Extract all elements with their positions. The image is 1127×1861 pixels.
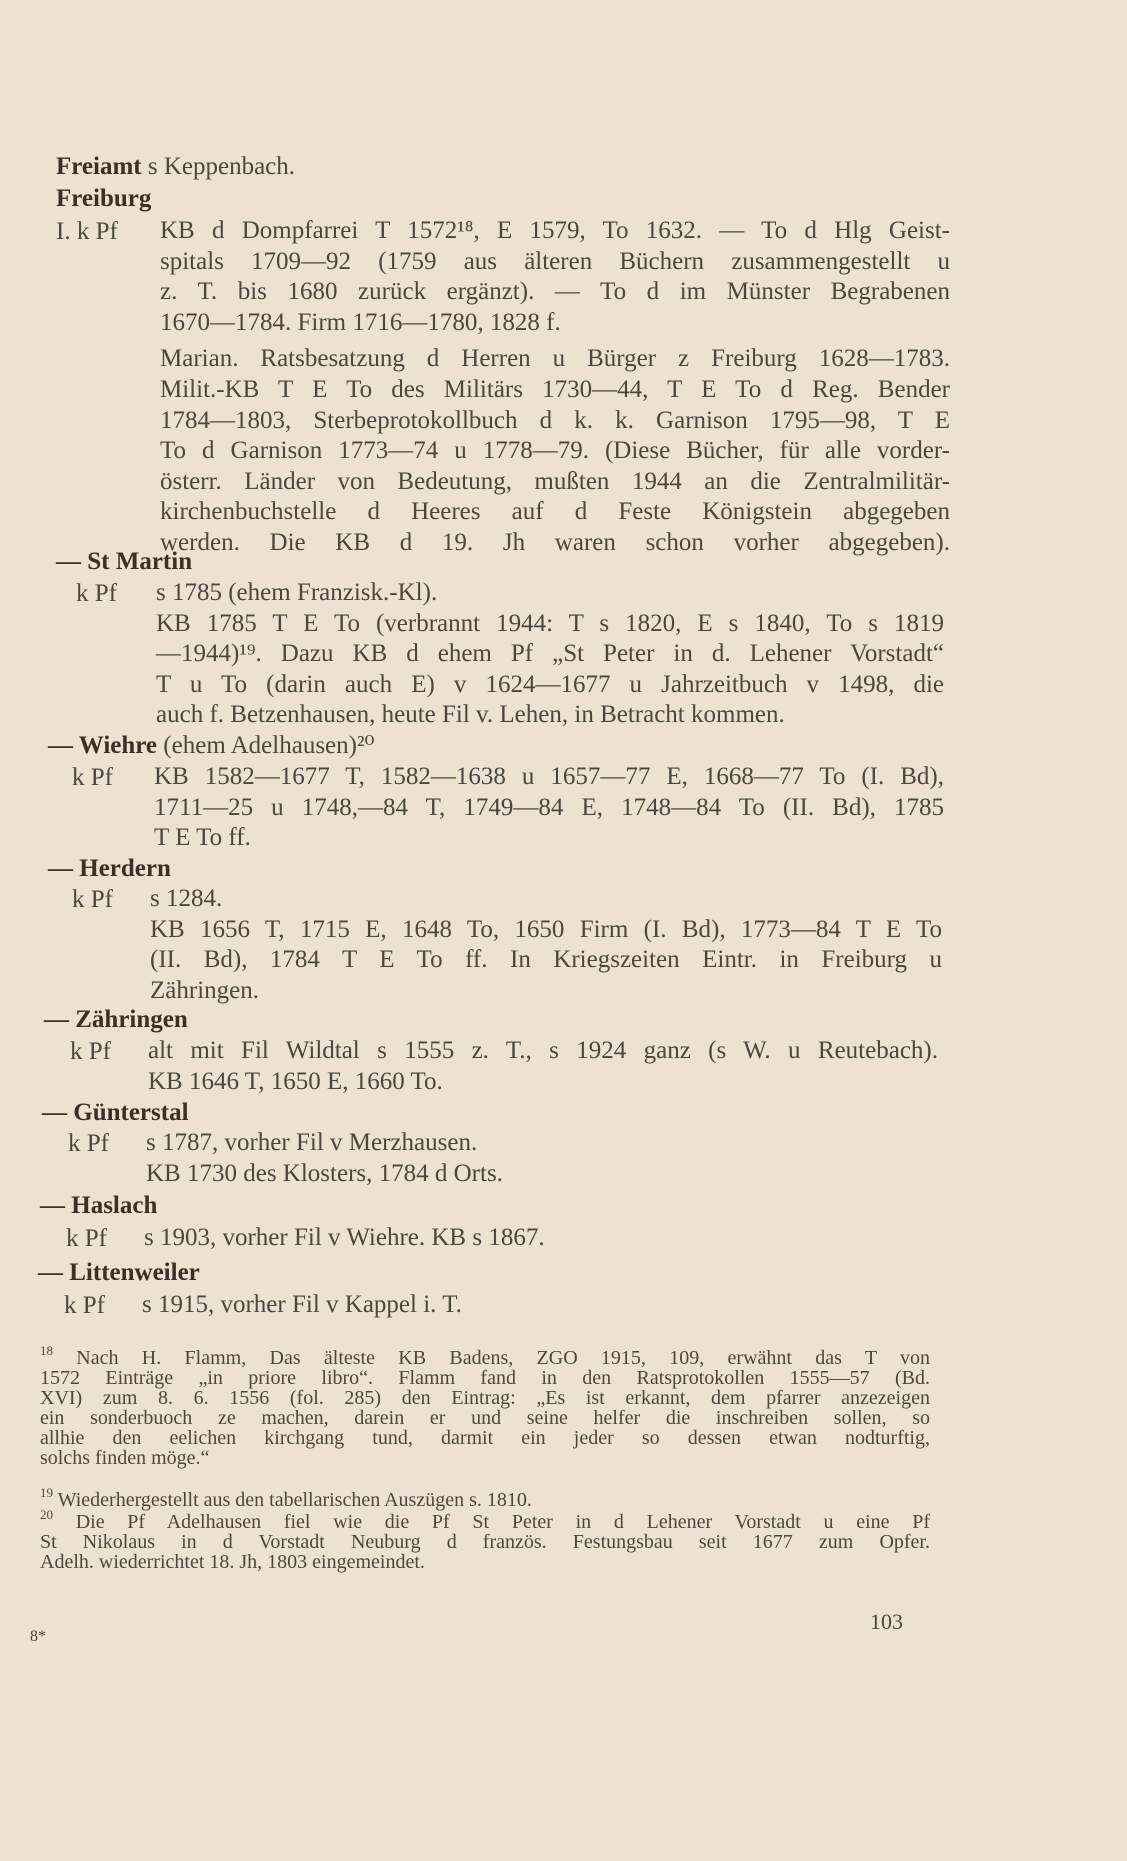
entry-label: k Pf (72, 886, 113, 913)
text-line: 1784—1803, Sterbeprotokollbuch d k. k. Garnison 1795—98, T E (160, 406, 950, 434)
entry-label: k Pf (70, 1038, 111, 1065)
footnote-mark: 19 (40, 1485, 53, 1500)
footnote-line: St Nikolaus in d Vorstadt Neuburg d französ. Festungsbau seit 1677 zum Opfer. (40, 1531, 930, 1553)
signature-mark: 8* (30, 1628, 46, 1645)
entry-label: k Pf (72, 764, 113, 791)
footnote-line: Adelh. wiederrichtet 18. Jh, 1803 eingemeindet. (40, 1551, 425, 1573)
entry-heading-herdern: — Herdern (48, 855, 171, 882)
entry-heading-zaehringen: — Zähringen (44, 1006, 188, 1033)
footnote-line: $^{18}$ Nach H. Flamm, Das älteste KB Badens, ZGO 1915, 109, erwähnt das T von (40, 1343, 930, 1369)
entry-body-littenweiler (142, 1290, 842, 1321)
footnote-line: 1572 Einträge „in priore libro“. Flamm fand in den Ratsprotokollen 1555—57 (Bd. (40, 1367, 930, 1389)
entry-body-haslach (144, 1223, 844, 1254)
text-line: KB 1785 T E To (verbrannt 1944: T s 1820, E s 1840, To s 1819 (156, 609, 944, 637)
entry-reference: s Keppenbach. (141, 153, 296, 180)
entry-heading-st-martin: — St Martin (56, 548, 193, 575)
text-line: T E To ff. (154, 824, 251, 852)
entry-freiamt (56, 151, 295, 182)
entry-label: I. k Pf (56, 218, 118, 245)
footnote-20 (40, 1507, 930, 1573)
entry-label: k Pf (76, 580, 117, 607)
entry-body-zaehringen (148, 1036, 938, 1097)
entry-heading-wiehre (48, 730, 375, 761)
text-line: KB 1656 T, 1715 E, 1648 To, 1650 Firm (I. Bd), 1773—84 T E To (150, 915, 942, 943)
text-line: KB 1582—1677 T, 1582—1638 u 1657—77 E, 1668—77 To (I. Bd), (154, 763, 944, 790)
footnote-line: XVI) zum 8. 6. 1556 (fol. 285) den Eintrag: „Es ist erkannt, dem pfarrer anzezeigen (40, 1387, 930, 1409)
text-line: T u To (darin auch E) v 1624—1677 u Jahrzeitbuch v 1498, die (156, 670, 944, 698)
text-line: —1944)¹⁹. Dazu KB d ehem Pf „St Peter in d. Lehener Vorstadt“ (156, 640, 944, 668)
text-line: Marian. Ratsbesatzung d Herren u Bürger z Freiburg 1628—1783. (160, 345, 950, 373)
text-line: alt mit Fil Wildtal s 1555 z. T., s 1924 ganz (s W. u Reutebach). (148, 1037, 938, 1064)
entry-heading-guenterstal: — Günterstal (42, 1099, 189, 1126)
footnote-line: $^{20}$ Die Pf Adelhausen fiel wie die Pf St Peter in d Lehener Vorstadt u eine Pf (40, 1507, 930, 1533)
entry-heading-littenweiler: — Littenweiler (38, 1259, 200, 1286)
text-line: KB 1730 des Klosters, 1784 d Orts. (146, 1159, 503, 1187)
footnote-line: allhie den eelichen kirchgang tund, darmit ein jeder so dessen etwan nodturftig, (40, 1427, 930, 1449)
text-line: (II. Bd), 1784 T E To ff. In Kriegszeiten Eintr. in Freiburg u (150, 946, 942, 974)
footnote-mark: 18 (40, 1343, 53, 1358)
entry-heading-haslach: — Haslach (40, 1192, 158, 1219)
footnote-line: $^{19}$ Wiederhergestellt aus den tabellarischen Auszügen s. 1810. (40, 1485, 532, 1511)
text-line: Milit.-KB T E To des Militärs 1730—44, T E To d Reg. Bender (160, 375, 950, 403)
entry-label: k Pf (68, 1130, 109, 1157)
entry-heading: Freiamt (56, 153, 142, 180)
entry-body-herdern (150, 884, 942, 1006)
entry-heading: — Wiehre (48, 732, 158, 759)
entry-label: k Pf (64, 1292, 105, 1319)
text-line: s 1915, vorher Fil v Kappel i. T. (142, 1291, 462, 1318)
text-line: auch f. Betzenhausen, heute Fil v. Lehen, in Betracht kommen. (156, 701, 785, 729)
entry-heading-note: (ehem Adelhausen)²⁰ (157, 732, 375, 759)
text-line: s 1787, vorher Fil v Merzhausen. (146, 1129, 478, 1156)
page-number: 103 (870, 1609, 903, 1634)
footnote-19 (40, 1485, 930, 1511)
footnote-18 (40, 1343, 930, 1469)
text-line: s 1284. (150, 885, 223, 912)
entry-body-guenterstal (146, 1128, 846, 1189)
footnote-line: solchs finden möge.“ (40, 1447, 210, 1469)
text-line: s 1903, vorher Fil v Wiehre. KB s 1867. (144, 1224, 545, 1251)
text-line: To d Garnison 1773—74 u 1778—79. (Diese Bücher, für alle vorder- (160, 437, 950, 465)
text-line: Zähringen. (150, 976, 259, 1004)
footnote-mark: 20 (40, 1507, 53, 1522)
entry-body-wiehre (154, 762, 944, 854)
entry-label: k Pf (66, 1225, 107, 1252)
text-line: werden. Die KB d 19. Jh waren schon vorher abgegeben). (160, 528, 950, 556)
text-line: z. T. bis 1680 zurück ergänzt). — To d im Münster Begrabenen (160, 278, 950, 306)
entry-heading-freiburg: Freiburg (56, 185, 152, 212)
text-line: KB d Dompfarrei T 1572¹⁸, E 1579, To 1632. — To d Hlg Geist- (160, 217, 950, 244)
text-line: österr. Länder von Bedeutung, mußten 1944 an die Zentralmilitär- (160, 467, 950, 495)
footnote-line: ein sonderbuoch ze machen, darein er und seine helfer die inschreiben sollen, so (40, 1407, 930, 1429)
text-line: KB 1646 T, 1650 E, 1660 To. (148, 1067, 443, 1095)
text-line: kirchenbuchstelle d Heeres auf d Feste Königstein abgegeben (160, 498, 950, 526)
text-line: spitals 1709—92 (1759 aus älteren Büchern zusammengestellt u (160, 247, 950, 275)
text-line: 1711—25 u 1748,—84 T, 1749—84 E, 1748—84 To (II. Bd), 1785 (154, 793, 944, 821)
entry-body-freiburg (160, 216, 950, 559)
text-line: 1670—1784. Firm 1716—1780, 1828 f. (160, 308, 561, 336)
entry-body-st-martin (156, 578, 944, 731)
text-line: s 1785 (ehem Franzisk.-Kl). (156, 579, 438, 606)
